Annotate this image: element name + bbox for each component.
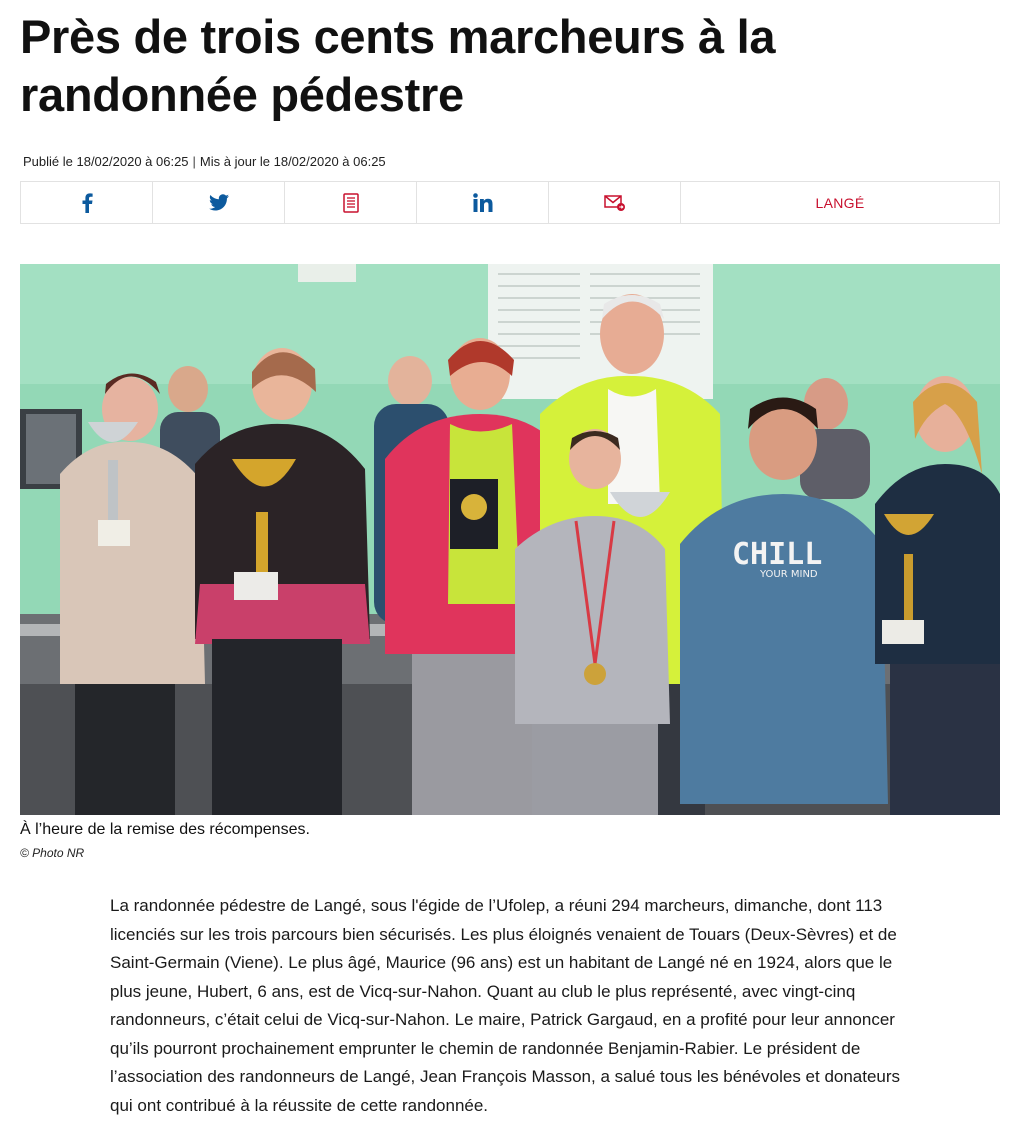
article-photo [20, 264, 1000, 815]
share-bar [20, 181, 1000, 224]
share-email-button[interactable] [549, 182, 681, 223]
print-icon [343, 193, 359, 213]
photo-credit: © Photo NR [20, 846, 85, 860]
article-body: La randonnée pédestre de Langé, sous l'égide de l’Ufolep, a réuni 294 marcheurs, dimanche, dont 113 licenciés sur les trois parcours bien sécurisés. Les plus éloignés venaient de Touars (Deux-Sèvres) et de Saint-Germain (Viene). Le plus âgé, Maurice (96 ans) est un habitant de Langé né en 1924, alors que le plus jeune, Hubert, 6 ans, est de Vicq-sur-Nahon. Quant au club le plus représenté, avec vingt-cinq randonneurs, c’était celui de Vicq-sur-Nahon. Le maire, Patrick Gargaud, en a profité pour leur annoncer qu’ils pourront prochainement emprunter le chemin de randonnée Benjamin-Rabier. Le président de l’association des randonneurs de Langé, Jean François Masson, a salué tous les bénévoles et donateurs qui ont contribué à la réussite de cette randonnée. [110, 896, 901, 1115]
twitter-icon [209, 194, 229, 211]
photo-caption: À l’heure de la remise des récompenses. [20, 821, 310, 838]
email-icon [604, 194, 626, 212]
facebook-icon [81, 193, 93, 213]
linkedin-icon [473, 193, 493, 212]
shirt-text-chill: CHILL [732, 537, 823, 572]
share-twitter-button[interactable] [153, 182, 285, 223]
share-facebook-button[interactable] [21, 182, 153, 223]
published-date: Publié le 18/02/2020 à 06:25 [23, 154, 189, 169]
date-separator: | [192, 154, 196, 169]
article-title: Près de trois cents marcheurs à la randonnée pédestre [20, 10, 776, 121]
updated-date: Mis à jour le 18/02/2020 à 06:25 [199, 154, 386, 169]
share-print-button[interactable] [285, 182, 417, 223]
shirt-text-your-mind: YOUR MIND [760, 569, 818, 580]
topic-tag-link[interactable]: LANGÉ [815, 194, 865, 211]
article-dates [23, 153, 386, 171]
share-linkedin-button[interactable] [417, 182, 549, 223]
